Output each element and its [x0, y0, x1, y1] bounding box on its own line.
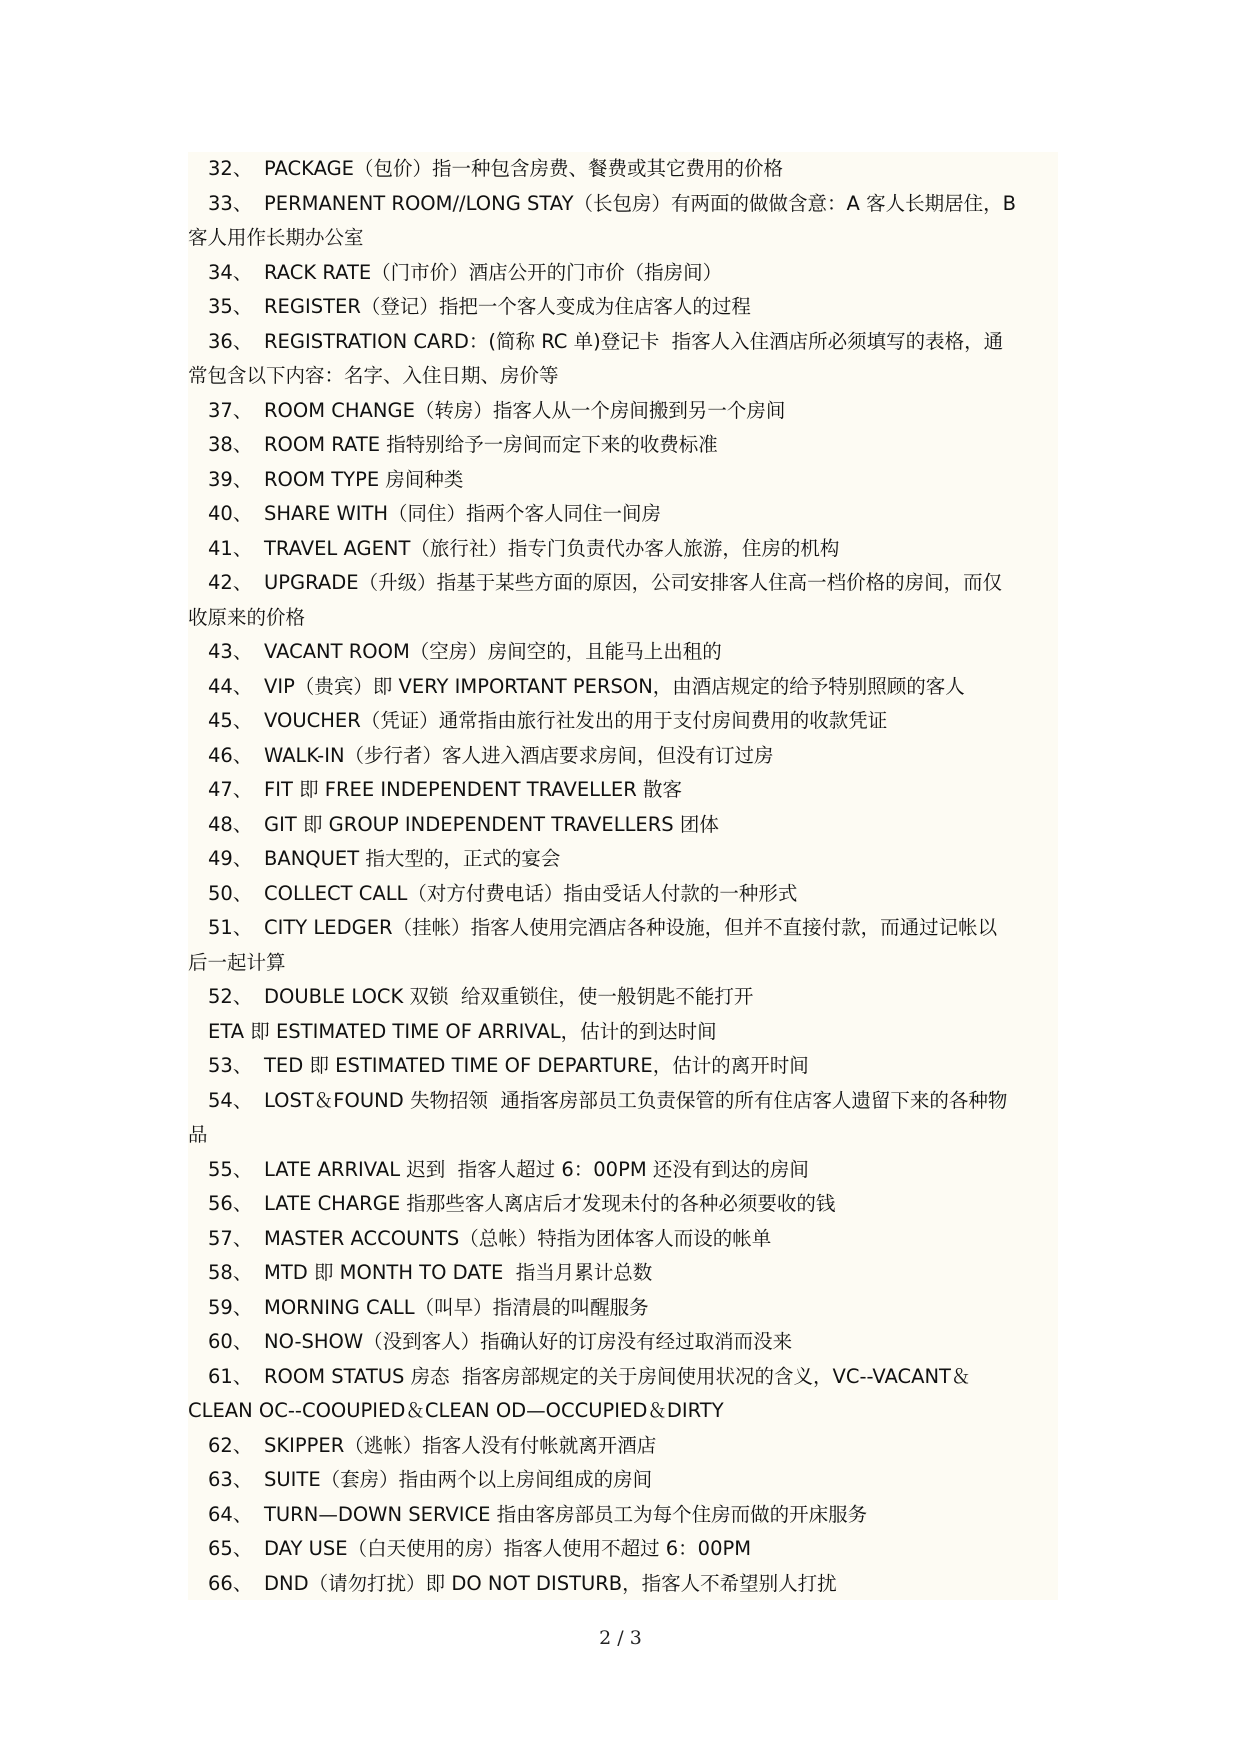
- entry-line: [188, 1463, 1058, 1498]
- entry-line: [188, 1291, 1058, 1326]
- entry-text: MORNING CALL（叫早）指清晨的叫醒服务: [264, 1295, 649, 1319]
- entry-line: [188, 1222, 1058, 1257]
- entry-number: 62、: [208, 1433, 253, 1457]
- entry-line: [188, 1532, 1058, 1567]
- entry-line: [188, 670, 1058, 705]
- entry-text: TURN—DOWN SERVICE 指由客房部员工为每个住房而做的开床服务: [264, 1502, 868, 1526]
- entry-number: 42、: [208, 571, 253, 594]
- entry-line: [188, 1498, 1058, 1533]
- page-number: 2 / 3: [599, 1627, 642, 1649]
- entry-text: COLLECT CALL（对方付费电话）指由受话人付款的一种形式: [264, 881, 798, 905]
- document-body: [188, 152, 1058, 1600]
- entry-line: [188, 428, 1058, 463]
- entry-number: 63、: [208, 1468, 253, 1491]
- entry-line: [188, 1015, 1058, 1050]
- entry-text: 常包含以下内容：名字、入住日期、房价等: [188, 364, 559, 387]
- entry-number: 48、: [208, 812, 253, 836]
- entry-text: REGISTER（登记）指把一个客人变成为住店客人的过程: [264, 295, 751, 318]
- entry-line: [188, 980, 1058, 1015]
- entry-text: DAY USE（白天使用的房）指客人使用不超过 6：00PM: [264, 1537, 752, 1560]
- entry-line: [188, 532, 1058, 567]
- entry-number: 66、: [208, 1571, 253, 1595]
- entry-continuation-line: [188, 1118, 1058, 1153]
- entry-text: MASTER ACCOUNTS（总帐）特指为团体客人而设的帐单: [264, 1226, 772, 1250]
- entry-text: REGISTRATION CARD：(简称 RC 单)登记卡 指客人入住酒店所必须填写的表格，通: [264, 329, 1004, 353]
- entry-number: 60、: [208, 1330, 253, 1353]
- entry-number: 35、: [208, 295, 253, 318]
- entry-number: 45、: [208, 709, 253, 732]
- entry-text: FIT 即 FREE INDEPENDENT TRAVELLER 散客: [264, 778, 682, 801]
- entry-line: [188, 1153, 1058, 1188]
- entry-line: [188, 566, 1058, 601]
- entry-number: 40、: [208, 502, 253, 525]
- entry-line: [188, 394, 1058, 429]
- entry-text: RACK RATE（门市价）酒店公开的门市价（指房间）: [264, 260, 723, 284]
- entry-number: 41、: [208, 536, 253, 560]
- entry-text: 品: [188, 1123, 208, 1146]
- entry-text: ETA 即 ESTIMATED TIME OF ARRIVAL，估计的到达时间: [208, 1019, 717, 1043]
- entry-text: 客人用作长期办公室: [188, 226, 364, 249]
- entry-text: CLEAN OC--COOUPIED＆CLEAN OD—OCCUPIED＆DIRTY: [188, 1399, 724, 1422]
- entry-line: [188, 152, 1058, 187]
- entry-text: ROOM TYPE 房间种类: [264, 467, 464, 491]
- entry-number: 47、: [208, 778, 253, 801]
- entry-line: [188, 911, 1058, 946]
- entry-text: ROOM STATUS 房态 指客房部规定的关于房间使用状况的含义，VC--VACANT＆: [264, 1364, 971, 1388]
- entry-number: 36、: [208, 329, 253, 353]
- entry-number: 49、: [208, 847, 253, 870]
- entry-number: 54、: [208, 1088, 253, 1112]
- entry-text: UPGRADE（升级）指基于某些方面的原因，公司安排客人住高一档价格的房间，而仅: [264, 571, 1003, 594]
- entry-number: 59、: [208, 1295, 253, 1319]
- entry-line: [188, 773, 1058, 808]
- entry-number: 65、: [208, 1537, 253, 1560]
- entry-number: 33、: [208, 191, 253, 215]
- entry-text: 收原来的价格: [188, 605, 306, 629]
- entry-line: [188, 290, 1058, 325]
- entry-line: [188, 635, 1058, 670]
- entry-line: [188, 325, 1058, 360]
- entry-text: LOST＆FOUND 失物招领 通指客房部员工负责保管的所有住店客人遗留下来的各种物: [264, 1088, 1008, 1112]
- entry-number: 32、: [208, 157, 253, 180]
- entry-text: SUITE（套房）指由两个以上房间组成的房间: [264, 1468, 653, 1491]
- entry-continuation-line: [188, 359, 1058, 394]
- entry-text: MTD 即 MONTH TO DATE 指当月累计总数: [264, 1261, 653, 1284]
- entry-number: 38、: [208, 433, 253, 456]
- entry-number: 61、: [208, 1364, 253, 1388]
- entry-text: SKIPPER（逃帐）指客人没有付帐就离开酒店: [264, 1433, 657, 1457]
- entry-continuation-line: [188, 601, 1058, 636]
- entry-continuation-line: [188, 946, 1058, 981]
- entry-text: PACKAGE（包价）指一种包含房费、餐费或其它费用的价格: [264, 157, 783, 180]
- entry-text: BANQUET 指大型的，正式的宴会: [264, 847, 561, 870]
- entry-text: SHARE WITH（同住）指两个客人同住一间房: [264, 502, 662, 525]
- entry-line: [188, 497, 1058, 532]
- entry-line: [188, 187, 1058, 222]
- entry-text: LATE ARRIVAL 迟到 指客人超过 6：00PM 还没有到达的房间: [264, 1157, 809, 1181]
- entry-text: LATE CHARGE 指那些客人离店后才发现未付的各种必须要收的钱: [264, 1192, 836, 1215]
- entry-line: [188, 1256, 1058, 1291]
- entry-number: 43、: [208, 640, 253, 663]
- entry-text: 后一起计算: [188, 950, 286, 974]
- entry-number: 64、: [208, 1502, 253, 1526]
- entry-number: 52、: [208, 985, 253, 1008]
- entry-text: VOUCHER（凭证）通常指由旅行社发出的用于支付房间费用的收款凭证: [264, 709, 888, 732]
- entry-line: [188, 463, 1058, 498]
- entry-line: [188, 739, 1058, 774]
- entry-number: 34、: [208, 260, 253, 284]
- entry-number: 58、: [208, 1261, 253, 1284]
- entry-number: 46、: [208, 743, 253, 767]
- entry-number: 53、: [208, 1054, 253, 1077]
- entry-line: [188, 808, 1058, 843]
- entry-text: VIP（贵宾）即 VERY IMPORTANT PERSON，由酒店规定的给予特别照顾的客人: [264, 674, 965, 698]
- entry-text: TRAVEL AGENT（旅行社）指专门负责代办客人旅游，住房的机构: [264, 536, 840, 560]
- entry-text: DND（请勿打扰）即 DO NOT DISTURB，指客人不希望别人打扰: [264, 1571, 837, 1595]
- entry-text: ROOM RATE 指特别给予一房间而定下来的收费标准: [264, 433, 718, 456]
- entry-line: [188, 877, 1058, 912]
- entry-text: CITY LEDGER（挂帐）指客人使用完酒店各种设施，但并不直接付款，而通过记帐以: [264, 916, 998, 939]
- entry-line: [188, 1567, 1058, 1602]
- entry-line: [188, 704, 1058, 739]
- entry-line: [188, 842, 1058, 877]
- entry-continuation-line: [188, 221, 1058, 256]
- entry-number: 55、: [208, 1157, 253, 1181]
- entry-text: VACANT ROOM（空房）房间空的，且能马上出租的: [264, 640, 722, 663]
- entry-number: 57、: [208, 1226, 253, 1250]
- entry-text: DOUBLE LOCK 双锁 给双重锁住，使一般钥匙不能打开: [264, 985, 754, 1008]
- entry-number: 39、: [208, 467, 253, 491]
- entry-number: 44、: [208, 674, 253, 698]
- entry-line: [188, 1325, 1058, 1360]
- entry-text: PERMANENT ROOM//LONG STAY（长包房）有两面的做做含意：A 客人长期居住，B: [264, 191, 1016, 215]
- entry-number: 56、: [208, 1192, 253, 1215]
- entry-text: WALK-IN（步行者）客人进入酒店要求房间，但没有订过房: [264, 743, 774, 767]
- entry-continuation-line: [188, 1394, 1058, 1429]
- entry-text: ROOM CHANGE（转房）指客人从一个房间搬到另一个房间: [264, 398, 786, 422]
- entry-line: [188, 1429, 1058, 1464]
- entry-line: [188, 1084, 1058, 1119]
- entry-text: GIT 即 GROUP INDEPENDENT TRAVELLERS 团体: [264, 812, 719, 836]
- entry-number: 51、: [208, 916, 253, 939]
- entry-line: [188, 1360, 1058, 1395]
- entry-text: TED 即 ESTIMATED TIME OF DEPARTURE，估计的离开时间: [264, 1054, 809, 1077]
- entry-line: [188, 1049, 1058, 1084]
- entry-text: NO-SHOW（没到客人）指确认好的订房没有经过取消而没来: [264, 1330, 793, 1353]
- entry-number: 50、: [208, 881, 253, 905]
- entry-line: [188, 256, 1058, 291]
- entry-line: [188, 1187, 1058, 1222]
- entry-number: 37、: [208, 398, 253, 422]
